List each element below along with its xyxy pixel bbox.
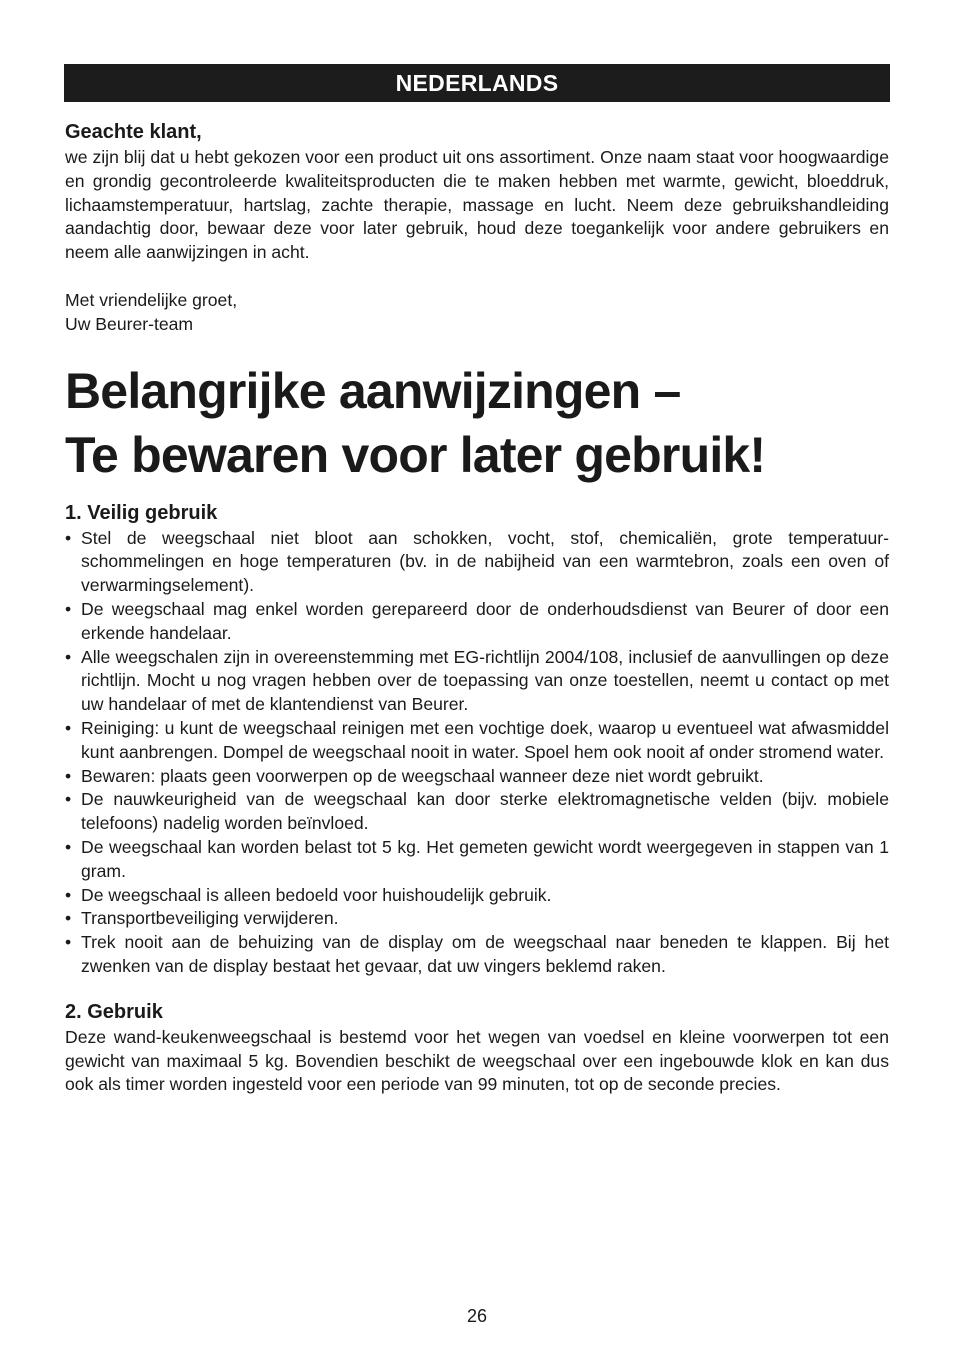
list-item: • De weegschaal kan worden belast tot 5 kg. Het gemeten gewicht wordt weergegeven in stappen van 1 gram. bbox=[65, 836, 889, 884]
page-content bbox=[65, 118, 889, 1097]
page-title bbox=[65, 359, 889, 487]
section1-heading: 1. Veilig gebruik bbox=[65, 501, 218, 524]
list-item: • De nauwkeurigheid van de weegschaal kan door sterke elektromagnetische velden (bijv. mobiele telefoons) nadelig worden beïnvloed. bbox=[65, 788, 889, 836]
section2-heading: 2. Gebruik bbox=[65, 1000, 163, 1023]
page-title-line-2: Te bewaren voor later gebruik! bbox=[65, 426, 766, 483]
list-item: • Transportbeveiliging verwijderen. bbox=[65, 907, 889, 931]
list-item: • De weegschaal mag enkel worden gerepareerd door de onderhoudsdienst van Beurer of door een erkende handelaar. bbox=[65, 598, 889, 646]
list-item: • De weegschaal is alleen bedoeld voor huishoudelijk gebruik. bbox=[65, 884, 889, 908]
closing-line-2: Uw Beurer-team bbox=[65, 313, 194, 334]
language-label: NEDERLANDS bbox=[395, 70, 559, 96]
list-item: • Reiniging: u kunt de weegschaal reinigen met een vochtige doek, waarop u eventueel wat afwasmiddel kunt aanbrengen. Dompel de weegschaal nooit in water. Spoel hem ook nooit af onder stromend water. bbox=[65, 717, 889, 765]
closing-line-1: Met vriendelijke groet, bbox=[65, 289, 238, 310]
salutation: Geachte klant, bbox=[65, 121, 202, 143]
list-item: • Alle weegschalen zijn in overeenstemming met EG-richtlijn 2004/108, inclusief de aanvullingen op deze richtlijn. Mocht u nog vragen hebben over de toepassing van onze toestellen, neemt u contact op met uw handelaar of met de klantendienst van Beurer. bbox=[65, 646, 889, 717]
safety-list bbox=[65, 527, 889, 979]
page-number: 26 bbox=[466, 1306, 488, 1326]
intro-paragraph: we zijn blij dat u hebt gekozen voor een product uit ons assortiment. Onze naam staat voor hoogwaardige en grondig gecontroleerde kwaliteitsproducten die te maken hebben met warmte, gewicht, bloeddruk, lichaamstemperatuur, hartslag, zachte therapie, massage en lucht. Neem deze gebruikshandleiding aandachtig door, bewaar deze voor later gebruik, houd deze toegankelijk voor andere gebruikers en neem alle aanwijzingen in acht. bbox=[65, 147, 889, 263]
list-item: • Bewaren: plaats geen voorwerpen op de weegschaal wanneer deze niet wordt gebruikt. bbox=[65, 765, 889, 789]
language-header-bar bbox=[64, 64, 890, 102]
page-title-line-1: Belangrijke aanwijzingen – bbox=[65, 362, 681, 419]
list-item: • Stel de weegschaal niet bloot aan schokken, vocht, stof, chemicaliën, grote temperatuur-schommelingen en hoge temperaturen (bv. in de nabijheid van een warmtebron, zoals een oven of verwarmingselement). bbox=[65, 527, 889, 598]
list-item: • Trek nooit aan de behuizing van de display om de weegschaal naar beneden te klappen. Bij het zwenken van de display bestaat het gevaar, dat uw vingers beklemd raken. bbox=[65, 931, 889, 979]
section2-paragraph: Deze wand-keukenweegschaal is bestemd voor het wegen van voedsel en kleine voorwerpen tot een gewicht van maximaal 5 kg. Bovendien beschikt de weegschaal over een ingebouwde klok en kan dus ook als timer worden ingesteld voor een periode van 99 minuten, tot op de seconde precies. bbox=[65, 1026, 889, 1095]
